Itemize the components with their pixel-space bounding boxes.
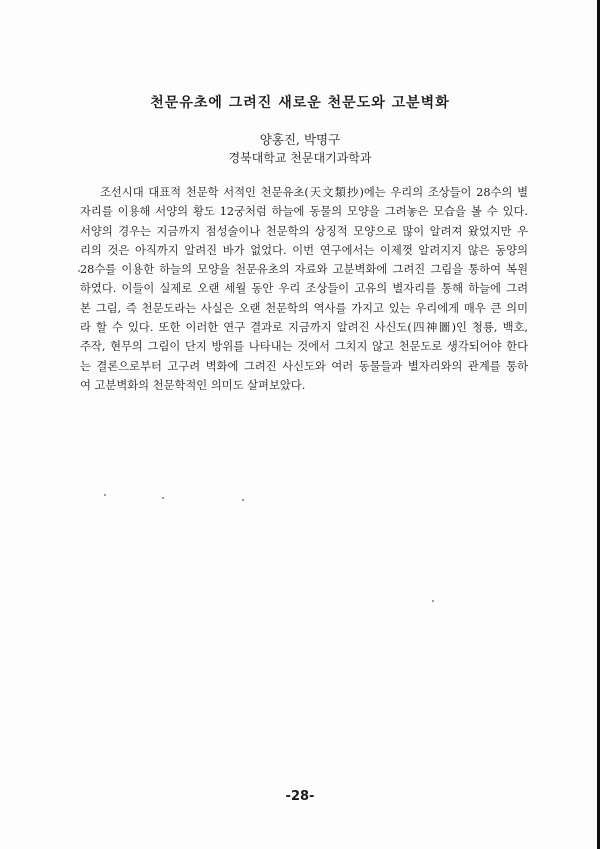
abstract-line: 는 결론으로부터 고구려 벽화에 그려진 사신도와 여러 동물들과 별자리와의 관계를 통하 — [80, 359, 528, 373]
abstract-body — [80, 183, 528, 395]
scan-speck — [104, 494, 106, 496]
abstract-line: 자리를 이용해 서양의 황도 12궁처럼 하늘에 동물의 모양을 그려놓은 모습을 볼 수 있다. — [80, 205, 528, 219]
author-affiliation: 경북대학교 천문대기과학과 — [228, 151, 372, 165]
scan-speck — [162, 497, 164, 499]
abstract-line: 28수를 이용한 하늘의 모양을 천문유초의 자료와 고분벽화에 그려진 그림을 통하여 복원 — [80, 263, 528, 277]
paper-title: 천문유초에 그려진 새로운 천문도와 고분벽화 — [150, 95, 450, 111]
abstract-line: 조선시대 대표적 천문학 서적인 천문유초(天文類抄)에는 우리의 조상들이 28수의 별 — [100, 186, 528, 199]
scan-speck — [78, 270, 80, 272]
abstract-line: 주작, 현무의 그림이 단지 방위를 나타내는 것에서 그치지 않고 천문도로 생각되어야 한다 — [80, 340, 528, 354]
author-names: 양홍진, 박명구 — [259, 132, 341, 147]
abstract-line: 라 할 수 있다. 또한 이러한 연구 결과로 지금까지 알려진 사신도(四神圖)인 청룡, 백호, — [80, 321, 528, 335]
abstract-line: 본 그림, 즉 천문도라는 사실은 오랜 천문학의 역사를 가지고 있는 우리에게 매우 큰 의미 — [80, 301, 528, 315]
abstract-line: 리의 것은 아직까지 알려진 바가 없었다. 이번 연구에서는 이제껏 알려지지 않은 동양의 — [80, 243, 528, 257]
page-number: -28- — [285, 789, 315, 804]
abstract-line: 여 고분벽화의 천문학적인 의미도 살펴보았다. — [80, 378, 306, 392]
abstract-line: 하였다. 이들이 실제로 오랜 세월 동안 우리 조상들이 고유의 별자리를 통해 하늘에 그려 — [80, 282, 528, 296]
scan-speck — [432, 600, 434, 602]
scan-speck — [242, 499, 244, 501]
abstract-line: 서양의 경우는 지금까지 점성술이나 천문학의 상징적 모양으로 많이 알려져 왔었지만 우 — [80, 224, 528, 238]
